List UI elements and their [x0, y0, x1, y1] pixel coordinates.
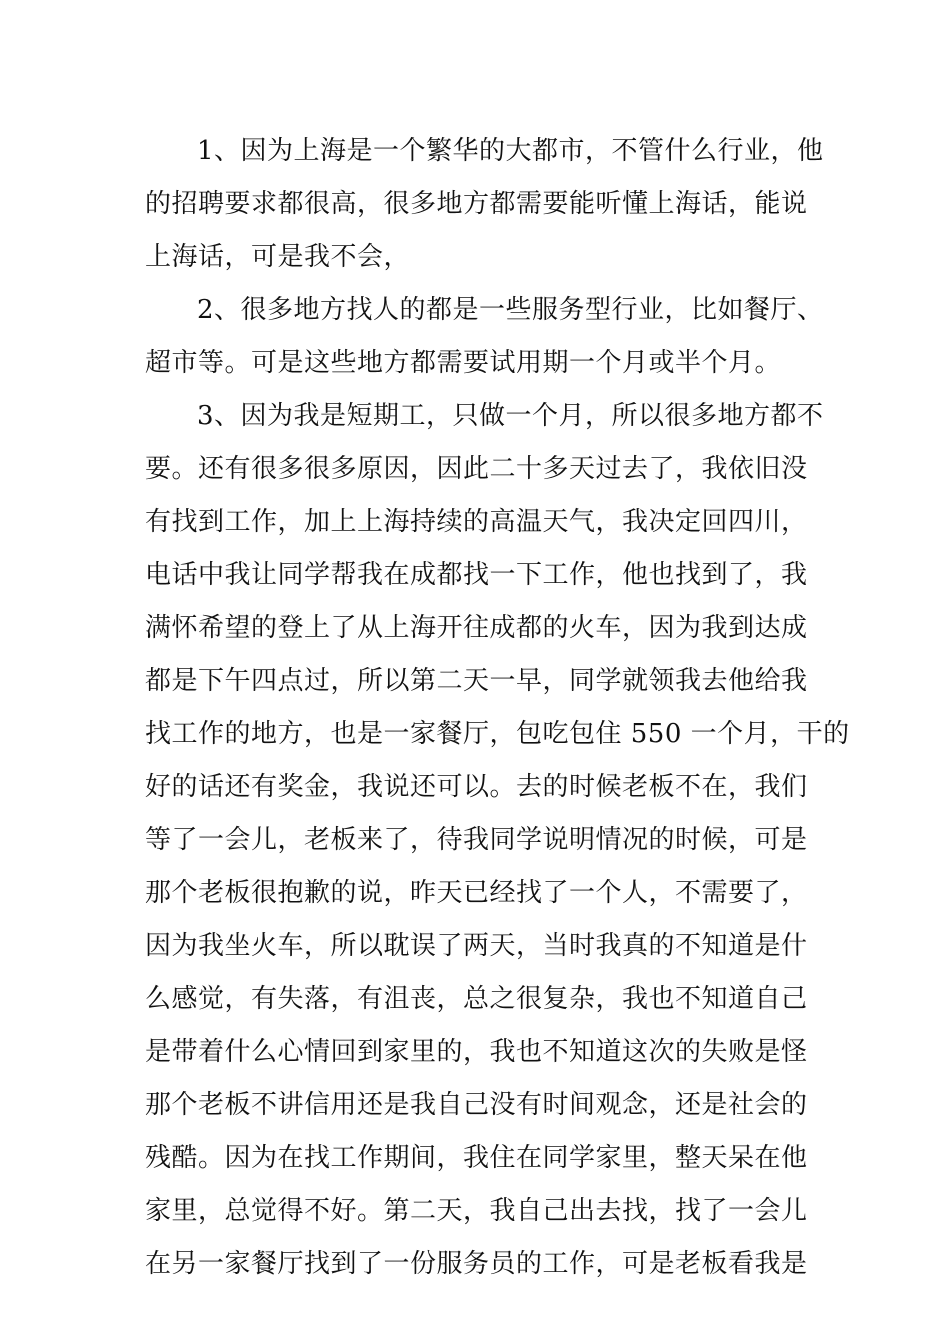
paragraph-3-line-7: 找工作的地方，也是一家餐厅，包吃包住 550 一个月，干的: [145, 719, 850, 749]
paragraph-3-line-17: 在另一家餐厅找到了一份服务员的工作，可是老板看我是: [145, 1249, 808, 1279]
paragraph-3-line-5: 满怀希望的登上了从上海开往成都的火车，因为我到达成: [145, 613, 808, 643]
paragraph-3-line-14: 那个老板不讲信用还是我自己没有时间观念，还是社会的: [145, 1090, 808, 1120]
paragraph-3-line-11: 因为我坐火车，所以耽误了两天，当时我真的不知道是什: [145, 931, 808, 961]
paragraph-3-line-12: 么感觉，有失落，有沮丧，总之很复杂，我也不知道自己: [145, 984, 808, 1014]
paragraph-3-line-6: 都是下午四点过，所以第二天一早，同学就领我去他给我: [145, 666, 808, 696]
paragraph-3-line-15: 残酷。因为在找工作期间，我住在同学家里，整天呆在他: [145, 1143, 808, 1173]
paragraph-3-line-3: 有找到工作，加上上海持续的高温天气，我决定回四川，: [145, 507, 808, 537]
paragraph-1-line-1: 1、因为上海是一个繁华的大都市，不管什么行业，他: [197, 136, 824, 166]
paragraph-3-line-16: 家里，总觉得不好。第二天，我自己出去找，找了一会儿: [145, 1196, 808, 1226]
paragraph-3-line-13: 是带着什么心情回到家里的，我也不知道这次的失败是怪: [145, 1037, 808, 1067]
paragraph-2-line-2: 超市等。可是这些地方都需要试用期一个月或半个月。: [145, 348, 782, 378]
paragraph-3-line-9: 等了一会儿，老板来了，待我同学说明情况的时候，可是: [145, 825, 808, 855]
paragraph-3-line-8: 好的话还有奖金，我说还可以。去的时候老板不在，我们: [145, 772, 808, 802]
paragraph-3-line-2: 要。还有很多很多原因，因此二十多天过去了，我依旧没: [145, 454, 808, 484]
paragraph-2-line-1: 2、很多地方找人的都是一些服务型行业，比如餐厅、: [197, 295, 824, 325]
paragraph-3-line-4: 电话中我让同学帮我在成都找一下工作，他也找到了，我: [145, 560, 808, 590]
paragraph-1-line-3: 上海话，可是我不会，: [145, 242, 411, 272]
paragraph-3-line-1: 3、因为我是短期工，只做一个月，所以很多地方都不: [197, 401, 824, 431]
paragraph-1-line-2: 的招聘要求都很高，很多地方都需要能听懂上海话，能说: [145, 189, 808, 219]
paragraph-3-line-10: 那个老板很抱歉的说，昨天已经找了一个人，不需要了，: [145, 878, 808, 908]
